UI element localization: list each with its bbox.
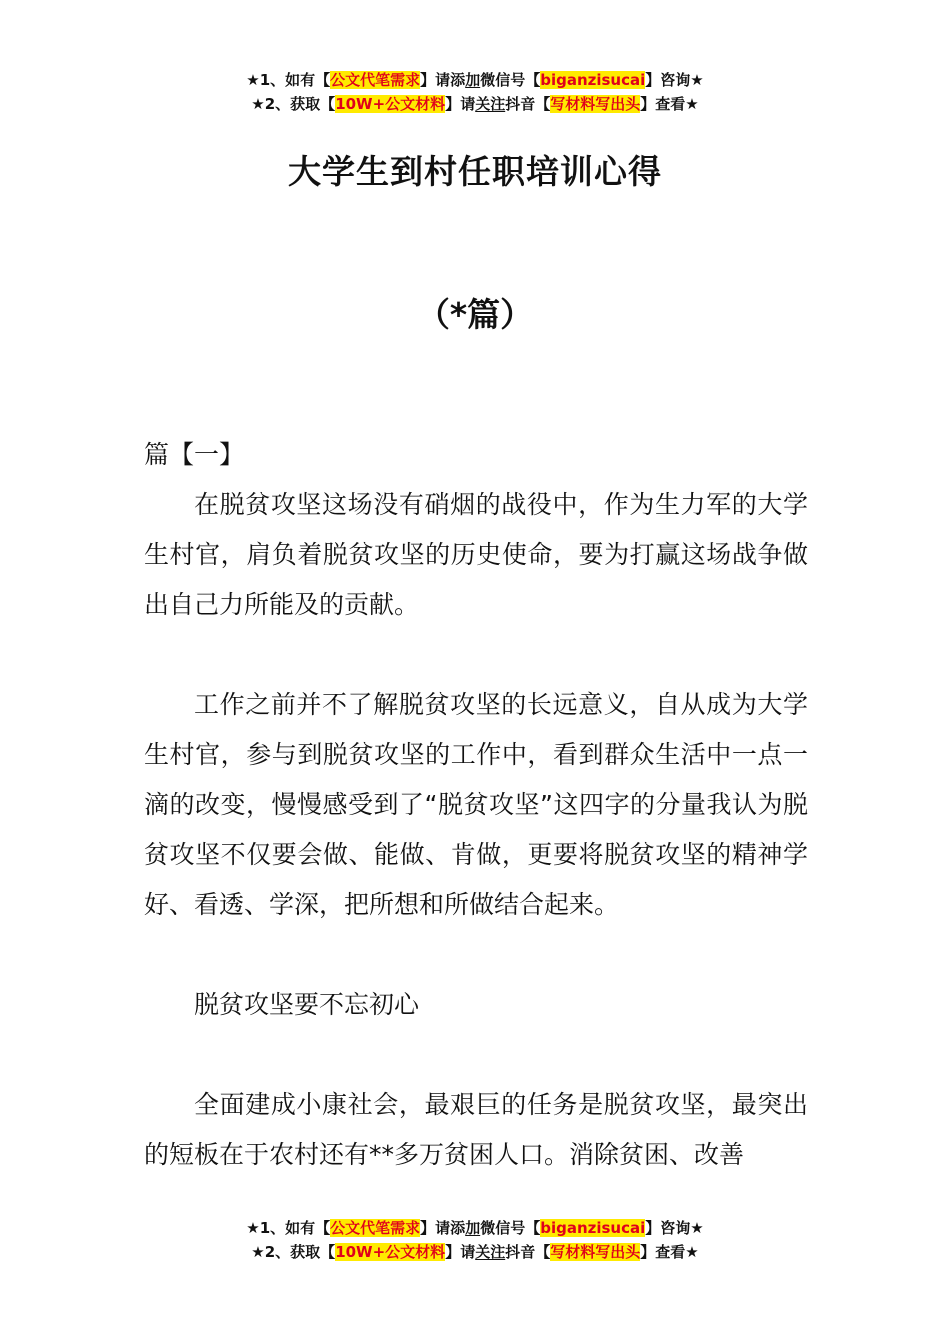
notice-line-2: ★2、获取【10W+公文材料】请关注抖音【写材料写出头】查看★ [251,95,699,113]
notice-highlight-douyin: 写材料写出头 [550,95,641,113]
section-heading: 篇【一】 [144,440,245,469]
notice-highlight-douyin: 写材料写出头 [550,1243,641,1261]
notice-highlight-wechat: biganzisucai [540,1219,646,1237]
notice-highlight-materials: 10W+公文材料 [335,1243,446,1261]
notice-highlight-materials: 10W+公文材料 [335,95,446,113]
top-notice [0,68,950,116]
notice-highlight-service: 公文代笔需求 [330,1219,421,1237]
notice-line-1: ★1、如有【公文代笔需求】请添加微信号【biganzisucai】咨询★ [246,1219,704,1237]
bottom-notice [0,1216,950,1264]
notice-highlight-wechat: biganzisucai [540,71,646,89]
document-body [144,430,808,1180]
paragraph-2: 工作之前并不了解脱贫攻坚的长远意义，自从成为大学生村官，参与到脱贫攻坚的工作中，看到群众生活中一点一滴的改变，慢慢感受到了“脱贫攻坚”这四字的分量我认为脱贫攻坚不仅要会做、能做、肯做，更要将脱贫攻坚的精神学好、看透、学深，把所想和所做结合起来。 [144,690,808,919]
paragraph-subheading: 脱贫攻坚要不忘初心 [194,990,420,1019]
document-title: 大学生到村任职培训心得 [288,152,662,191]
paragraph-1: 在脱贫攻坚这场没有硝烟的战役中，作为生力军的大学生村官，肩负着脱贫攻坚的历史使命，要为打赢这场战争做出自己力所能及的贡献。 [144,490,808,619]
notice-highlight-service: 公文代笔需求 [330,71,421,89]
paragraph-3: 全面建成小康社会，最艰巨的任务是脱贫攻坚，最突出的短板在于农村还有**多万贫困人口。消除贫困、改善 [144,1090,808,1169]
notice-line-1: ★1、如有【公文代笔需求】请添加微信号【biganzisucai】咨询★ [246,71,704,89]
document-subtitle: （*篇） [416,295,534,334]
notice-line-2: ★2、获取【10W+公文材料】请关注抖音【写材料写出头】查看★ [251,1243,699,1261]
